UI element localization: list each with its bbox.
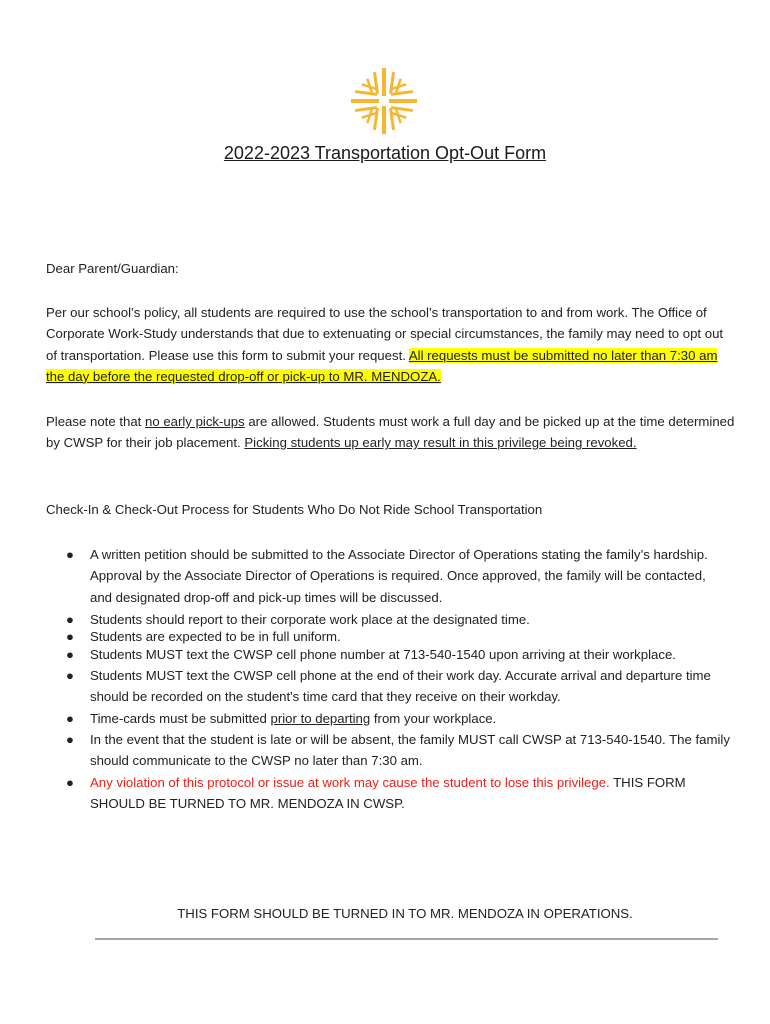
form-title: 2022-2023 Transportation Opt-Out Form [223,143,547,163]
list-item-text [90,772,730,815]
intro-text: Per our school’s policy, all students are required to use the school’s transportation to and from work. The Office of Corporate Work-Study understands that due to extenuating or special circumstances, the family may need to opt out of transportation. Please use this form to submit your request. [46,305,724,363]
bullet-icon: ● [66,547,74,562]
bullet-icon: ● [66,775,74,790]
bullet-icon: ● [66,647,74,662]
timecard-underline: prior to departing [270,711,371,726]
list-item-text: Students should report to their corporate work place at the designated time. [90,612,530,627]
footer-divider [95,938,718,940]
deadline-highlight: All requests must be submitted no later than 7:30 am the day before the requested drop-off or pick-up to MR. MENDOZA. [46,347,718,384]
note-underline-2: Picking students up early may result in this privilege being revoked. [244,435,637,451]
pickup-note-paragraph [46,411,736,454]
bullet-icon: ● [66,629,74,644]
intro-paragraph [46,302,736,387]
list-item-text: Students are expected to be in full uniform. [90,629,341,644]
list-item-text [90,708,730,729]
bullet-icon: ● [66,612,74,627]
school-cross-logo [349,66,419,136]
note-text-2: are allowed. Students must work a full day and be picked up at the time determined by CWSP for their job placement. [46,414,735,451]
list-item-text: Students MUST text the CWSP cell phone at the end of their work day. Accurate arrival and departure time should be recorded on the student's time card that they receive on their workday. [90,668,711,705]
bullet-icon: ● [66,711,74,726]
turn-in-note: THIS FORM SHOULD BE TURNED TO MR. MENDOZA IN CWSP. [90,775,686,812]
note-text-1: Please note that [46,414,145,429]
list-item-text: In the event that the student is late or will be absent, the family MUST call CWSP at 713-540-1540. The family should communicate to the CWSP no later than 7:30 am. [90,732,730,769]
process-heading: Check-In & Check-Out Process for Students Who Do Not Ride School Transportation [46,502,543,517]
footer-instruction: THIS FORM SHOULD BE TURNED IN TO MR. MENDOZA IN OPERATIONS. [177,906,633,921]
list-item-text: Students MUST text the CWSP cell phone number at 713-540-1540 upon arriving at their workplace. [90,647,676,662]
violation-warning: Any violation of this protocol or issue at work may cause the student to lose this privilege. [90,775,610,790]
note-underline-1: no early pick-ups [144,414,245,429]
timecard-text-post: from your workplace. [370,711,497,726]
list-item-text: A written petition should be submitted to the Associate Director of Operations stating the family’s hardship. Approval by the Associate Director of Operations is required. Once approved, the family will be contacted, and designated drop-off and pick-up times will be discussed. [90,547,708,605]
bullet-icon: ● [66,668,74,683]
timecard-text-pre: Time-cards must be submitted [90,711,271,726]
bullet-icon: ● [66,732,74,747]
salutation: Dear Parent/Guardian: [46,261,179,276]
